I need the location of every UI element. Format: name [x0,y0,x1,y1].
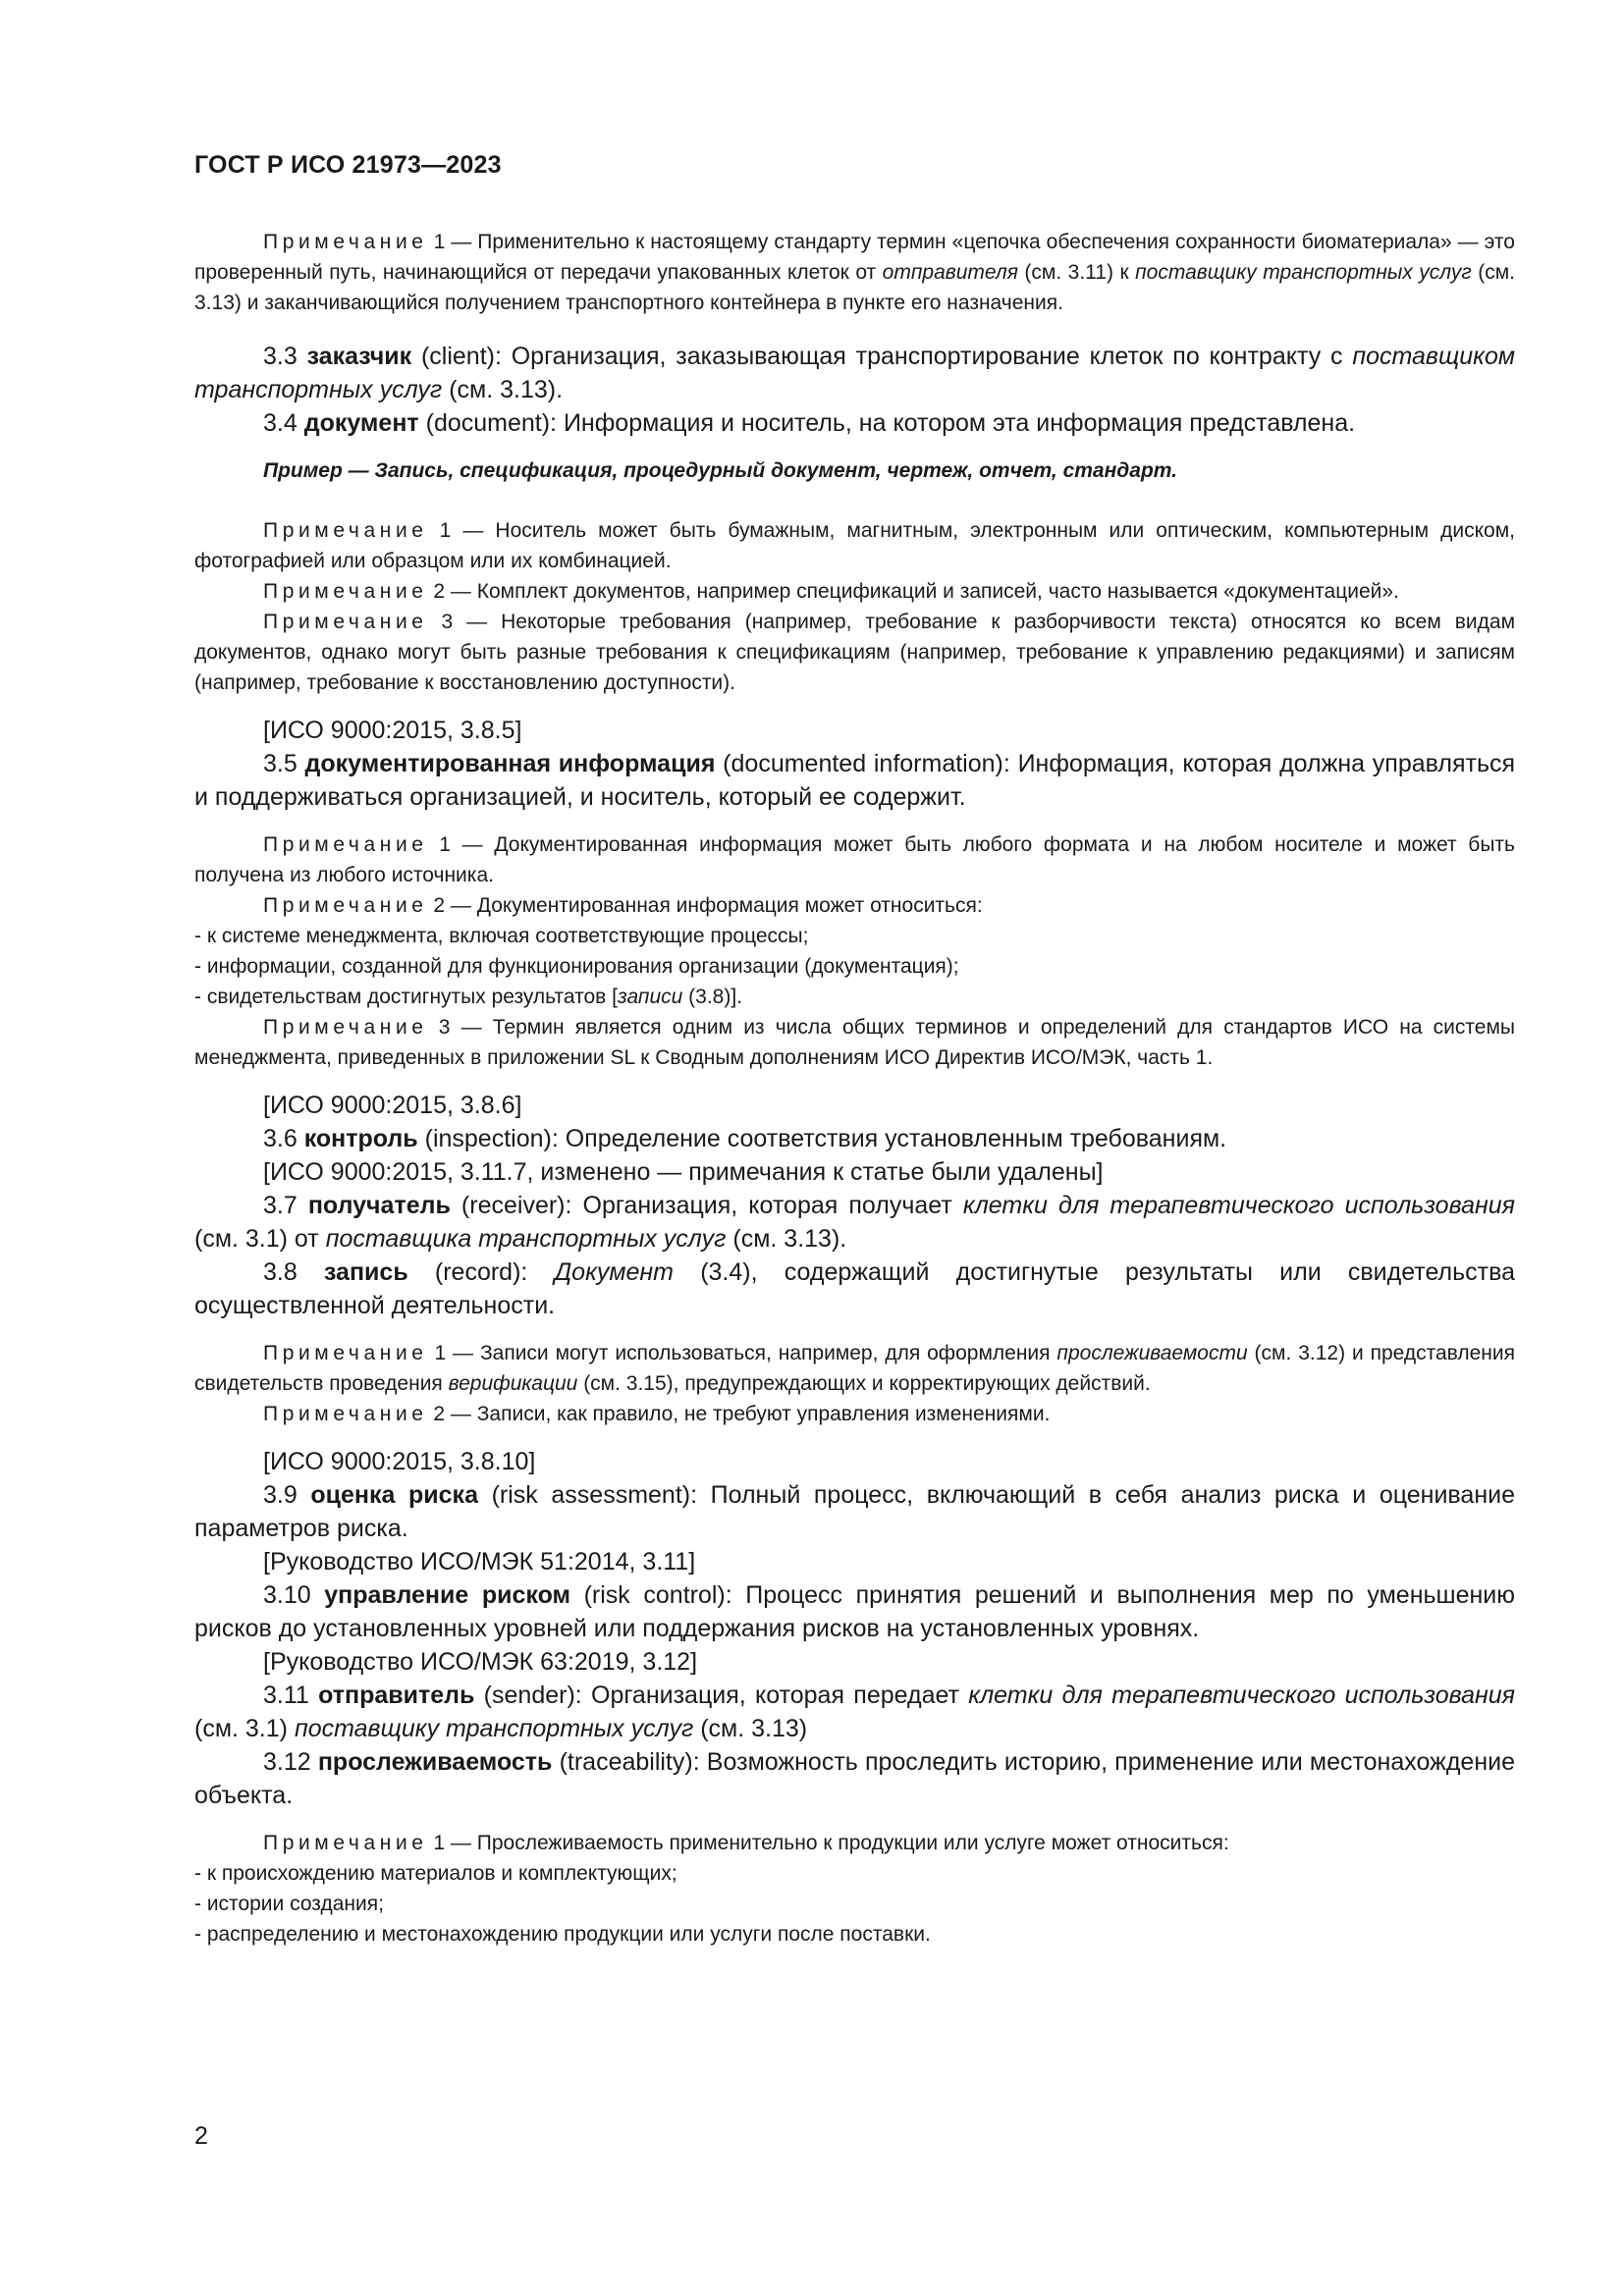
note-3-8-2: Примечание 2 — Записи, как правило, не требуют управления изменениями. [263,1403,1051,1425]
note-label: Примечание [263,231,428,253]
source-3-4: [ИСО 9000:2015, 3.8.5] [263,717,522,744]
note-3-5-2: Примечание 2 — Документированная информация может относиться: [263,894,983,917]
term-3-4: 3.4 документ (document): Информация и носитель, на котором эта информация представлена. [263,409,1356,437]
term-3-8: 3.8 запись (record): Документ (3.4), содержащий достигнутые результаты или свидетельства осуществленной деятельности. [194,1258,1515,1319]
source-3-9: [Руководство ИСО/МЭК 51:2014, 3.11] [263,1548,696,1575]
document-header: ГОСТ Р ИСО 21973—2023 [194,151,502,179]
term-3-10: 3.10 управление риском (risk control): Процесс принятия решений и выполнения мер по уменьшению рисков до установленных уровней или поддержания рисков на установленных уровнях. [194,1581,1515,1642]
note-3-8-1: Примечание 1 — Записи могут использоваться, например, для оформления прослеживаемости (см. 3.12) и представления свидетельств проведения верификации (см. 3.15), предупреждающих и корректирующих действий. [194,1342,1515,1395]
list-item: - распределению и местонахождению продукции или услуги после поставки. [194,1923,931,1946]
list-item: - истории создания; [194,1893,384,1915]
term-3-9: 3.9 оценка риска (risk assessment): Полный процесс, включающий в себя анализ риска и оценивание параметров риска. [194,1481,1516,1542]
list-item: - информации, созданной для функционирования организации (документация); [194,955,959,978]
page-number: 2 [194,2122,208,2150]
note-3-4-3: Примечание 3 — Некоторые требования (например, требование к разборчивости текста) относятся ко всем видам документов, однако могут быть разные требования к спецификациям (например, требование к управлению редакциями) и записям (например, требование к восстановлению доступности). [194,611,1516,694]
source-3-6: [ИСО 9000:2015, 3.11.7, изменено — примечания к статье были удалены] [263,1158,1104,1186]
note-3-4-2: Примечание 2 — Комплект документов, например спецификаций и записей, часто называется «документацией». [263,580,1399,603]
list-item: - к происхождению материалов и комплектующих; [194,1862,677,1885]
source-3-10: [Руководство ИСО/МЭК 63:2019, 3.12] [263,1648,698,1676]
document-body [194,151,1515,1949]
note-3-4-1: Примечание 1 — Носитель может быть бумажным, магнитным, электронным или оптическим, компьютерным диском, фотографией или образцом или их комбинацией. [194,519,1515,572]
source-3-8: [ИСО 9000:2015, 3.8.10] [263,1448,536,1475]
note-3-5-1: Примечание 1 — Документированная информация может быть любого формата и на любом носителе и может быть получена из любого источника. [194,833,1515,886]
note-3-2-1: Примечание 1 — Применительно к настоящему стандарту термин «цепочка обеспечения сохранности биоматериала» — это проверенный путь, начинающийся от передачи упакованных клеток от отправителя (см. 3.11) к поставщику транспортных услуг (см. 3.13) и заканчивающийся получением транспортного контейнера в пункте его назначения. [194,231,1515,314]
term-3-3: 3.3 заказчик (client): Организация, заказывающая транспортирование клеток по контракту с поставщиком транспортных услуг (см. 3.13). [194,343,1515,403]
term-3-6: 3.6 контроль (inspection): Определение соответствия установленным требованиям. [263,1125,1227,1152]
term-3-5: 3.5 документированная информация (documented information): Информация, которая должна управляться и поддерживаться организацией, и носитель, который ее содержит. [194,750,1516,811]
source-3-5: [ИСО 9000:2015, 3.8.6] [263,1092,522,1119]
list-item: - к системе менеджмента, включая соответствующие процессы; [194,925,809,947]
term-3-7: 3.7 получатель (receiver): Организация, которая получает клетки для терапевтического использования (см. 3.1) от поставщика транспортных услуг (см. 3.13). [194,1192,1515,1253]
note-3-5-3: Примечание 3 — Термин является одним из числа общих терминов и определений для стандартов ИСО на системы менеджмента, приведенных в приложении SL к Сводным дополнениям ИСО Директив ИСО/МЭК, часть 1. [194,1016,1515,1069]
example-3-4: Пример — Запись, спецификация, процедурный документ, чертеж, отчет, стандарт. [263,459,1178,482]
term-3-11: 3.11 отправитель (sender): Организация, которая передает клетки для терапевтического использования (см. 3.1) поставщику транспортных услуг (см. 3.13) [194,1682,1516,1742]
list-item: - свидетельствам достигнутых результатов [записи (3.8)]. [194,986,743,1008]
note-3-12-1: Примечание 1 — Прослеживаемость применительно к продукции или услуге может относиться: [263,1832,1229,1854]
term-3-12: 3.12 прослеживаемость (traceability): Возможность проследить историю, применение или местонахождение объекта. [194,1748,1515,1809]
